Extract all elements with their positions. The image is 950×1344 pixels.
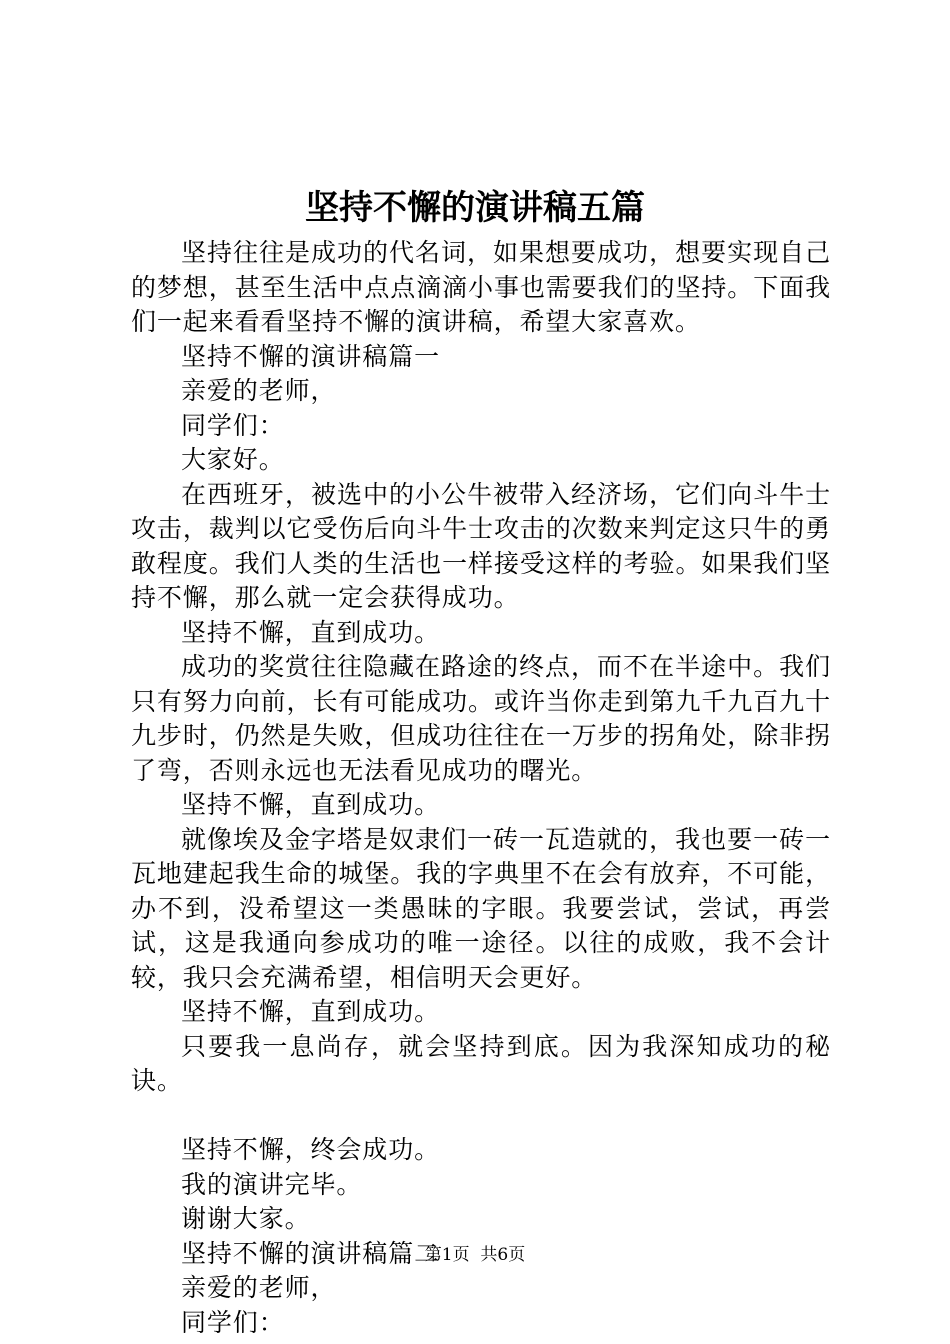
- body-paragraph: 在西班牙，被选中的小公牛被带入经济场，它们向斗牛士攻击，裁判以它受伤后向斗牛士攻击的次数来判定这只牛的勇敢程度。我们人类的生活也一样接受这样的考验。如果我们坚持不懈，那么就一定会获得成功。: [131, 479, 831, 612]
- closing-line: 谢谢大家。: [181, 1204, 311, 1233]
- page-footer: 第1页 共6页: [424, 1245, 526, 1265]
- refrain-line: 坚持不懈，直到成功。: [181, 617, 441, 647]
- refrain-line: 坚持不懈，直到成功。: [181, 790, 441, 819]
- salutation-line: 亲爱的老师，: [181, 376, 337, 405]
- closing-line: 我的演讲完毕。: [181, 1169, 363, 1199]
- document-title: 坚持不懈的演讲稿五篇: [305, 188, 645, 228]
- refrain-line: 坚持不懈，直到成功。: [181, 997, 441, 1026]
- salutation-line: 亲爱的老师，: [181, 1273, 337, 1302]
- intro-paragraph: 坚持往往是成功的代名词，如果想要成功，想要实现自己的梦想，甚至生活中点点滴滴小事也需要我们的坚持。下面我们一起来看看坚持不懈的演讲稿，希望大家喜欢。: [131, 238, 831, 336]
- greeting-line: 大家好。: [181, 445, 285, 474]
- body-paragraph: 成功的奖赏往往隐藏在路途的终点，而不在半途中。我们只有努力向前，长有可能成功。或许当你走到第九千九百九十九步时，仍然是失败，但成功往往在一万步的拐角处，除非拐了弯，否则永远也无法看见成功的曙光。: [131, 652, 831, 785]
- document-body: [131, 236, 831, 1340]
- section-heading: 坚持不懈的演讲稿篇一: [181, 341, 441, 371]
- salutation-line: 同学们：: [181, 410, 285, 440]
- refrain-line: 坚持不懈，终会成功。: [181, 1135, 441, 1164]
- body-paragraph: 只要我一息尚存，就会坚持到底。因为我深知成功的秘诀。: [131, 1031, 831, 1095]
- salutation-line: 同学们：: [181, 1307, 285, 1337]
- section-heading: 坚持不懈的演讲稿篇二: [181, 1238, 441, 1268]
- body-paragraph: 就像埃及金字塔是奴隶们一砖一瓦造就的，我也要一砖一瓦地建起我生命的城堡。我的字典里不在会有放弃，不可能，办不到，没希望这一类愚昧的字眼。我要尝试，尝试，再尝试，这是我通向参成功的唯一途径。以往的成败，我不会计较，我只会充满希望，相信明天会更好。: [131, 824, 831, 992]
